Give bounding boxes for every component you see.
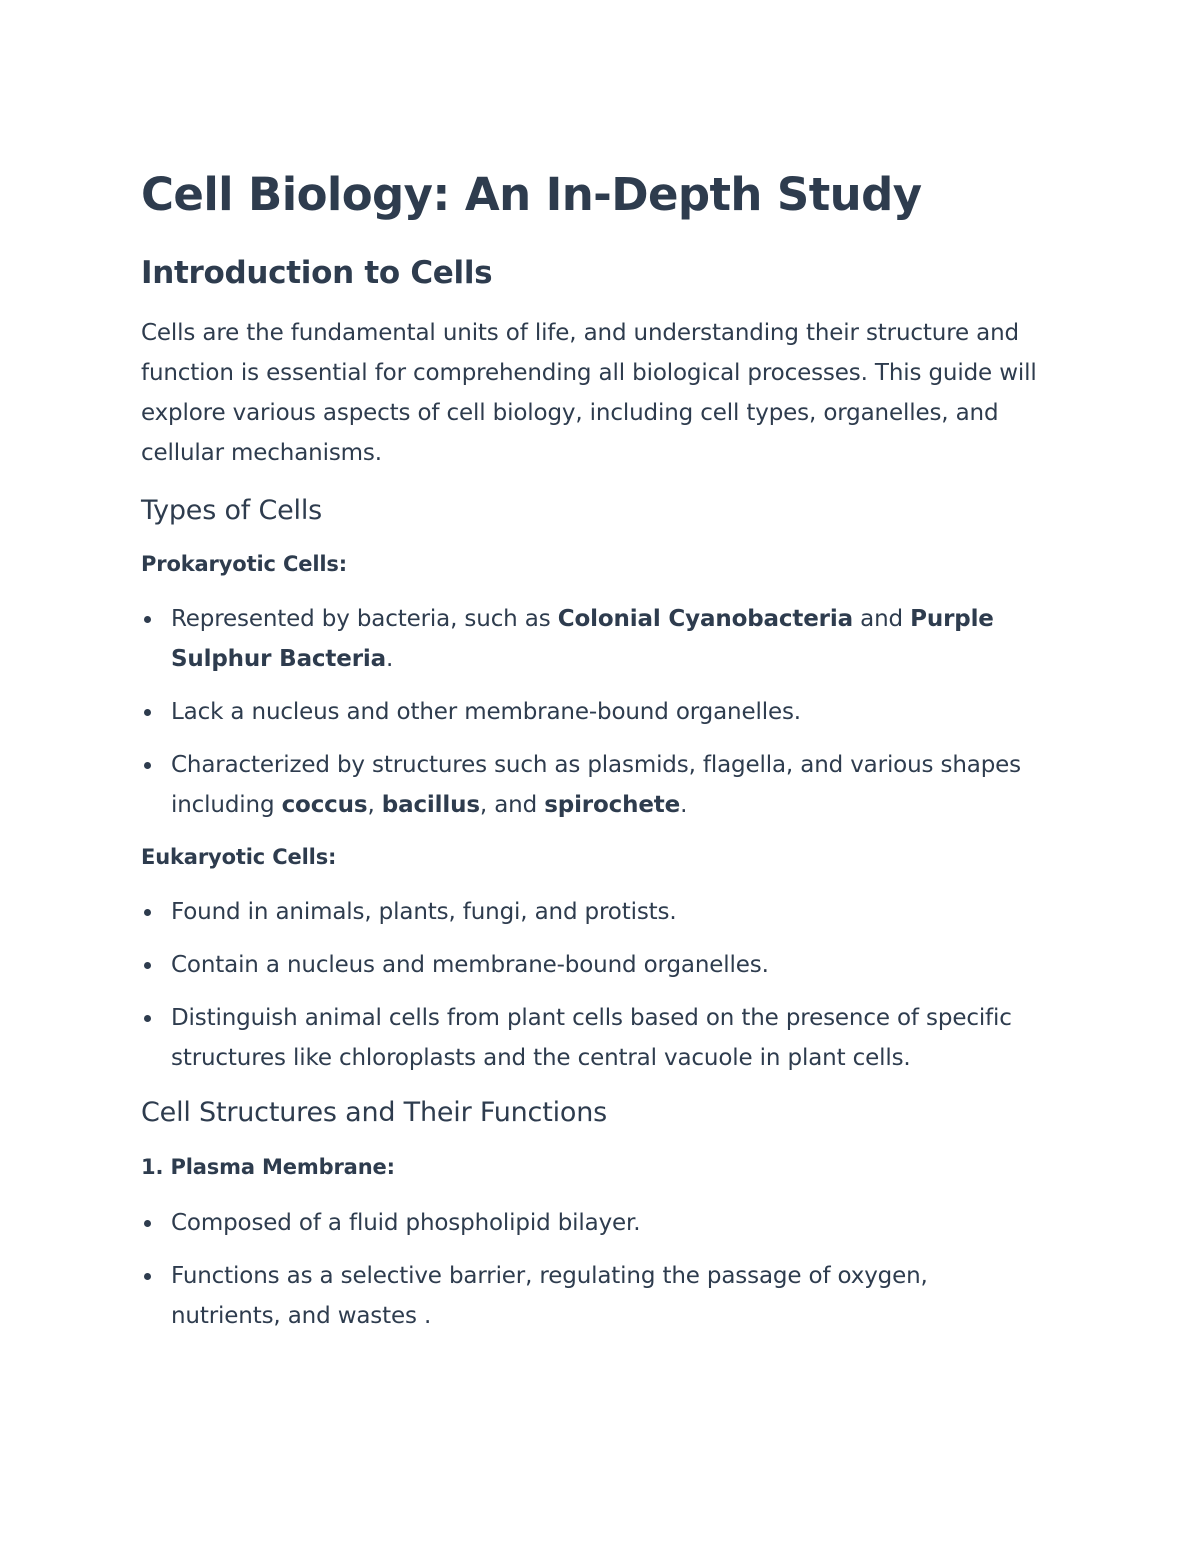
- bold-term: coccus: [281, 792, 368, 818]
- intro-heading: Introduction to Cells: [141, 255, 493, 291]
- intro-paragraph: Cells are the fundamental units of life, and understanding their structure and function is essential for comprehending all biological processes. This guide will explore various aspects of cell biology, including cell types, organelles, and cellular mechanisms.: [141, 320, 1037, 466]
- bold-term: Purple Sulphur Bacteria: [171, 606, 994, 672]
- bold-term: Colonial Cyanobacteria: [557, 606, 853, 632]
- list-item-text: .: [680, 792, 688, 818]
- bold-term: bacillus: [381, 792, 480, 818]
- plasma-membrane-list: [141, 1203, 1041, 1336]
- eukaryotic-label: Eukaryotic Cells:: [141, 845, 337, 869]
- eukaryotic-list: [141, 892, 1041, 1078]
- list-item-text: ,: [367, 792, 382, 818]
- list-item-text: Characterized by structures such as plasmids, flagella, and various shapes including: [171, 752, 1022, 818]
- plasma-membrane-label: 1. Plasma Membrane:: [141, 1155, 395, 1179]
- list-item-text: and: [852, 606, 911, 632]
- structures-heading: Cell Structures and Their Functions: [141, 1097, 607, 1128]
- list-item-text: Represented by bacteria, such as: [171, 606, 558, 632]
- list-item: Composed of a fluid phospholipid bilayer.: [141, 1203, 1041, 1243]
- list-item: [141, 599, 1041, 679]
- prokaryotic-list: [141, 599, 1041, 825]
- list-item: [141, 745, 1041, 825]
- document-title: Cell Biology: An In-Depth Study: [141, 168, 922, 221]
- list-item: Functions as a selective barrier, regulating the passage of oxygen, nutrients, and wastes .: [141, 1256, 1041, 1336]
- list-item: Contain a nucleus and membrane-bound organelles.: [141, 945, 1041, 985]
- list-item-text: , and: [479, 792, 545, 818]
- list-item: Lack a nucleus and other membrane-bound organelles.: [141, 692, 1041, 732]
- prokaryotic-label: Prokaryotic Cells:: [141, 552, 348, 576]
- list-item: Distinguish animal cells from plant cells based on the presence of specific structures like chloroplasts and the central vacuole in plant cells.: [141, 998, 1041, 1078]
- bold-term: spirochete: [544, 792, 681, 818]
- types-heading: Types of Cells: [141, 495, 323, 526]
- document-page: [141, 166, 1041, 1336]
- list-item-text: .: [386, 646, 394, 672]
- list-item: Found in animals, plants, fungi, and protists.: [141, 892, 1041, 932]
